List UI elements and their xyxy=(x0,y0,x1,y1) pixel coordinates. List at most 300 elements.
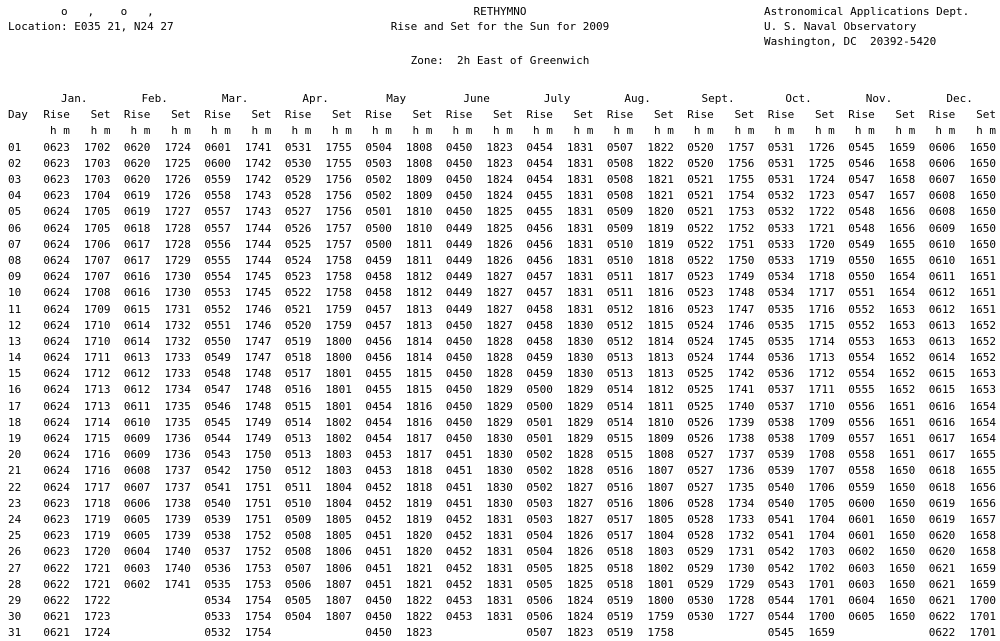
sunrise-time: 0521 xyxy=(687,205,714,219)
sunrise-time: 0521 xyxy=(284,302,312,316)
sunset-time: 1725 xyxy=(808,156,835,170)
sunrise-time: 0458 xyxy=(526,302,553,316)
sunrise-time: 0519 xyxy=(606,626,634,640)
sunrise-time: 0622 xyxy=(928,610,956,624)
table-row xyxy=(6,528,1000,544)
sunrise-time xyxy=(275,625,315,641)
sunrise-time: 0527 xyxy=(687,464,714,478)
sunrise-time: 0554 xyxy=(848,367,875,381)
sunset-time: 1736 xyxy=(727,464,755,478)
sunset-time: 1716 xyxy=(83,464,111,478)
sunset-time: 1711 xyxy=(83,351,111,365)
sunset-time: 1704 xyxy=(808,529,835,543)
sunrise-time: 0619 xyxy=(928,496,956,510)
sunset-time: 1650 xyxy=(888,512,916,526)
sunrise-time: 0615 xyxy=(928,367,956,381)
day-number: 21 xyxy=(8,464,22,478)
set-unit-label: h m xyxy=(895,124,916,138)
sunset-time: 1814 xyxy=(405,351,433,365)
sunrise-time: 0624 xyxy=(43,383,70,397)
sunset-time: 1720 xyxy=(808,237,835,251)
sunrise-time: 0621 xyxy=(928,593,956,607)
day-number: 11 xyxy=(8,302,22,316)
sunrise-time: 0550 xyxy=(204,334,231,348)
sunset-time xyxy=(154,609,195,625)
sunrise-time: 0455 xyxy=(365,383,392,397)
sunrise-time: 0558 xyxy=(204,189,231,203)
sunrise-time: 0513 xyxy=(284,448,312,462)
sunrise-time: 0611 xyxy=(123,399,151,413)
sunrise-time: 0617 xyxy=(928,432,956,446)
sunset-time: 1823 xyxy=(405,626,433,640)
unit-spacer xyxy=(6,123,34,139)
sunset-time: 1715 xyxy=(808,318,835,332)
sunrise-time: 0454 xyxy=(365,415,392,429)
sunset-time: 1826 xyxy=(566,529,594,543)
sunrise-time: 0601 xyxy=(848,512,875,526)
sunrise-time: 0518 xyxy=(606,545,634,559)
sunset-time xyxy=(154,625,195,641)
sunset-time: 1734 xyxy=(164,383,191,397)
sunrise-time: 0617 xyxy=(928,448,956,462)
sunrise-time: 0616 xyxy=(928,399,956,413)
table-row xyxy=(6,334,1000,350)
sunset-time: 1742 xyxy=(244,173,272,187)
sunset-time: 1830 xyxy=(486,464,513,478)
sunrise-time: 0558 xyxy=(848,448,875,462)
set-column-header: Set xyxy=(251,108,272,122)
sunrise-time: 0616 xyxy=(928,415,956,429)
sunrise-time: 0620 xyxy=(928,545,956,559)
sunset-time: 1816 xyxy=(647,286,674,300)
sunset-time: 1728 xyxy=(727,593,755,607)
sunrise-time: 0613 xyxy=(928,318,956,332)
sunset-time: 1651 xyxy=(888,415,916,429)
sunset-time: 1654 xyxy=(888,286,916,300)
sunrise-time: 0603 xyxy=(123,561,151,575)
sunset-time: 1831 xyxy=(486,593,513,607)
sunrise-time: 0458 xyxy=(365,270,392,284)
sunset-time: 1828 xyxy=(566,464,594,478)
sunrise-time: 0614 xyxy=(928,351,956,365)
table-row xyxy=(6,560,1000,576)
sunset-time: 1753 xyxy=(244,577,272,591)
sunset-time: 1730 xyxy=(164,270,191,284)
sunrise-time: 0524 xyxy=(687,318,714,332)
sunrise-time: 0458 xyxy=(526,334,553,348)
sunrise-time: 0535 xyxy=(767,302,795,316)
sunset-time: 1719 xyxy=(808,253,835,267)
sunset-time: 1828 xyxy=(486,367,513,381)
sunset-time: 1751 xyxy=(727,237,755,251)
sunrise-time: 0523 xyxy=(687,270,714,284)
sunrise-time: 0624 xyxy=(43,448,70,462)
sunset-time: 1709 xyxy=(808,415,835,429)
sunrise-time: 0519 xyxy=(284,334,312,348)
month-header: June xyxy=(463,92,490,106)
sunset-time: 1724 xyxy=(83,626,111,640)
sunset-time: 1748 xyxy=(727,286,755,300)
sunset-time: 1740 xyxy=(164,545,191,559)
sunset-time: 1717 xyxy=(83,480,111,494)
sunrise-time: 0503 xyxy=(526,496,553,510)
sunset-time: 1655 xyxy=(888,237,916,251)
sunset-time: 1650 xyxy=(969,221,996,235)
sunrise-time: 0457 xyxy=(365,302,392,316)
rise-column-header: Rise xyxy=(687,108,714,122)
sunset-time: 1741 xyxy=(727,383,755,397)
sunset-time: 1656 xyxy=(969,496,996,510)
sunrise-time: 0451 xyxy=(365,561,392,575)
sunset-time: 1658 xyxy=(888,173,916,187)
sunrise-time: 0613 xyxy=(123,351,151,365)
sunset-time: 1737 xyxy=(164,480,191,494)
sunset-time: 1724 xyxy=(164,140,191,154)
sunrise-time: 0619 xyxy=(928,512,956,526)
sunrise-time: 0457 xyxy=(526,270,553,284)
location-line: Location: E035 21, N24 27 xyxy=(8,20,174,33)
sunrise-time: 0519 xyxy=(606,593,634,607)
rise-set-label-row xyxy=(6,107,1000,123)
sunrise-time xyxy=(114,625,154,641)
sunrise-time: 0621 xyxy=(928,561,956,575)
sunrise-time: 0450 xyxy=(365,593,392,607)
sunset-time: 1718 xyxy=(83,496,111,510)
sunrise-time: 0621 xyxy=(43,610,70,624)
sunset-time: 1723 xyxy=(808,189,835,203)
sunset-time: 1702 xyxy=(808,561,835,575)
sunset-time: 1823 xyxy=(486,140,513,154)
sunrise-time: 0616 xyxy=(123,270,151,284)
sunrise-time: 0531 xyxy=(767,140,795,154)
sunset-time: 1824 xyxy=(486,189,513,203)
sunrise-time: 0529 xyxy=(687,577,714,591)
sunset-time: 1829 xyxy=(566,399,594,413)
sunset-time: 1713 xyxy=(808,351,835,365)
rise-unit-label: h m xyxy=(452,124,473,138)
sunrise-time: 0528 xyxy=(687,512,714,526)
sunset-time: 1714 xyxy=(808,334,835,348)
sunset-time: 1744 xyxy=(727,351,755,365)
sunset-time: 1830 xyxy=(566,318,594,332)
table-row xyxy=(6,156,1000,172)
sunset-time: 1704 xyxy=(808,512,835,526)
sunrise-time: 0530 xyxy=(687,610,714,624)
set-column-header: Set xyxy=(332,108,352,122)
sunrise-time: 0527 xyxy=(687,448,714,462)
sunset-time: 1650 xyxy=(888,545,916,559)
sunrise-time: 0514 xyxy=(606,399,634,413)
sunrise-time: 0526 xyxy=(687,432,714,446)
sunrise-time: 0452 xyxy=(445,529,473,543)
sunset-time: 1805 xyxy=(325,529,352,543)
sunrise-time: 0544 xyxy=(767,593,795,607)
sunset-time: 1651 xyxy=(969,253,996,267)
sunset-time: 1732 xyxy=(727,529,755,543)
sunrise-time xyxy=(114,593,154,609)
sunset-time: 1703 xyxy=(83,173,111,187)
sunset-time: 1658 xyxy=(969,529,996,543)
sunrise-time: 0624 xyxy=(43,334,70,348)
sunset-time: 1749 xyxy=(244,415,272,429)
sunset-time: 1831 xyxy=(486,561,513,575)
sunset-time: 1831 xyxy=(566,270,594,284)
sunrise-time: 0608 xyxy=(123,464,151,478)
day-number: 22 xyxy=(8,480,22,494)
sunrise-time: 0539 xyxy=(767,464,795,478)
sunset-time: 1740 xyxy=(164,561,191,575)
sunrise-time: 0559 xyxy=(204,173,231,187)
sunrise-time: 0600 xyxy=(204,156,231,170)
sunset-time: 1719 xyxy=(83,512,111,526)
sunrise-time: 0558 xyxy=(848,464,875,478)
sunset-time: 1831 xyxy=(566,237,594,251)
sunset-time: 1816 xyxy=(405,415,433,429)
sunrise-time: 0533 xyxy=(767,237,795,251)
sunset-time xyxy=(476,625,517,641)
sunrise-time: 0548 xyxy=(204,367,231,381)
table-row xyxy=(6,577,1000,593)
sunset-time: 1744 xyxy=(244,237,272,251)
sunrise-time: 0458 xyxy=(365,286,392,300)
sunset-time: 1717 xyxy=(808,286,835,300)
sunrise-time: 0623 xyxy=(43,545,70,559)
sunset-time: 1731 xyxy=(164,302,191,316)
sunrise-time: 0500 xyxy=(365,237,392,251)
sunset-time: 1820 xyxy=(647,205,674,219)
sunrise-time: 0530 xyxy=(284,156,312,170)
sunset-time: 1820 xyxy=(405,529,433,543)
sunrise-time: 0504 xyxy=(526,545,553,559)
rise-unit-label: h m xyxy=(211,124,231,138)
sunset-time: 1801 xyxy=(325,367,352,381)
sunrise-time: 0533 xyxy=(767,253,795,267)
sunrise-time: 0500 xyxy=(526,399,553,413)
sunrise-time: 0524 xyxy=(687,334,714,348)
set-column-header: Set xyxy=(734,108,755,122)
sunset-time: 1703 xyxy=(808,545,835,559)
sunrise-time: 0556 xyxy=(848,415,875,429)
sunset-time: 1701 xyxy=(969,610,996,624)
table-row xyxy=(6,463,1000,479)
sunrise-time: 0526 xyxy=(284,221,312,235)
sunset-time: 1729 xyxy=(727,577,755,591)
rise-unit-label: h m xyxy=(935,124,956,138)
sunset-time: 1711 xyxy=(808,383,835,397)
sunset-time: 1652 xyxy=(969,334,996,348)
sunset-time: 1652 xyxy=(888,367,916,381)
sunrise-time: 0523 xyxy=(284,270,312,284)
rise-column-header: Rise xyxy=(526,108,553,122)
sunrise-time: 0617 xyxy=(123,237,151,251)
sunrise-time: 0557 xyxy=(204,205,231,219)
sunset-time: 1829 xyxy=(566,432,594,446)
sunrise-time: 0450 xyxy=(445,334,473,348)
sunset-time: 1739 xyxy=(164,512,191,526)
table-row xyxy=(6,382,1000,398)
sunset-time: 1807 xyxy=(647,480,674,494)
sunset-time: 1818 xyxy=(405,480,433,494)
sunset-time: 1705 xyxy=(808,496,835,510)
sunrise-time: 0514 xyxy=(606,383,634,397)
sunset-time: 1752 xyxy=(244,545,272,559)
sunrise-time: 0556 xyxy=(204,237,231,251)
sunset-time: 1650 xyxy=(969,156,996,170)
sunset-time: 1756 xyxy=(325,205,352,219)
set-unit-label: h m xyxy=(90,124,111,138)
sunset-time: 1737 xyxy=(164,464,191,478)
sunset-time: 1650 xyxy=(888,529,916,543)
sunrise-time: 0622 xyxy=(43,561,70,575)
sunrise-time: 0502 xyxy=(526,464,553,478)
sunrise-time: 0516 xyxy=(284,383,312,397)
sunrise-time: 0541 xyxy=(204,480,231,494)
sunset-time: 1755 xyxy=(727,173,755,187)
sunrise-time: 0501 xyxy=(365,205,392,219)
sunset-time: 1824 xyxy=(566,610,594,624)
sunrise-time: 0624 xyxy=(43,253,70,267)
sunrise-time: 0449 xyxy=(445,286,473,300)
sunrise-time: 0620 xyxy=(928,529,956,543)
sunset-time: 1823 xyxy=(566,626,594,640)
sunrise-time: 0552 xyxy=(848,302,875,316)
sunrise-time: 0541 xyxy=(767,529,795,543)
sunset-time: 1701 xyxy=(969,626,996,640)
sunrise-time: 0602 xyxy=(123,577,151,591)
sunrise-time: 0512 xyxy=(284,464,312,478)
day-number: 08 xyxy=(8,253,22,267)
sunrise-time: 0522 xyxy=(284,286,312,300)
sunrise-time: 0506 xyxy=(284,577,312,591)
sunset-time: 1710 xyxy=(83,334,111,348)
sunrise-time: 0542 xyxy=(767,545,795,559)
sunset-time: 1735 xyxy=(164,399,191,413)
sunrise-time: 0450 xyxy=(445,415,473,429)
sunset-time: 1736 xyxy=(164,448,191,462)
sunset-time: 1827 xyxy=(486,270,513,284)
sunset-time: 1747 xyxy=(244,334,272,348)
sunset-time: 1752 xyxy=(244,529,272,543)
sunrise-time: 0503 xyxy=(526,512,553,526)
sunset-time: 1831 xyxy=(486,577,513,591)
sunrise-time: 0529 xyxy=(687,545,714,559)
sunset-time: 1707 xyxy=(83,270,111,284)
sunset-time: 1831 xyxy=(566,156,594,170)
sunrise-time: 0623 xyxy=(43,173,70,187)
sunset-time: 1827 xyxy=(566,512,594,526)
sunset-time: 1744 xyxy=(244,253,272,267)
sunrise-time: 0539 xyxy=(204,512,231,526)
sunrise-time: 0609 xyxy=(123,448,151,462)
sunset-time: 1650 xyxy=(969,237,996,251)
sunset-time: 1831 xyxy=(566,221,594,235)
sunrise-time: 0455 xyxy=(365,367,392,381)
set-unit-label: h m xyxy=(171,124,191,138)
sunset-time: 1713 xyxy=(83,383,111,397)
table-row xyxy=(6,447,1000,463)
sunrise-time: 0556 xyxy=(848,399,875,413)
rise-column-header: Rise xyxy=(606,108,634,122)
sunrise-time: 0552 xyxy=(848,318,875,332)
sunrise-time: 0508 xyxy=(606,189,634,203)
sunset-time: 1823 xyxy=(486,156,513,170)
sunset-time: 1652 xyxy=(969,318,996,332)
sunset-time: 1727 xyxy=(164,205,191,219)
sunset-time: 1801 xyxy=(325,383,352,397)
sunset-time: 1804 xyxy=(325,480,352,494)
sunrise-time: 0624 xyxy=(43,221,70,235)
sunset-time: 1811 xyxy=(405,253,433,267)
sunset-time: 1728 xyxy=(164,237,191,251)
sunrise-time: 0538 xyxy=(767,432,795,446)
sunset-time: 1753 xyxy=(727,205,755,219)
sunset-time: 1707 xyxy=(808,464,835,478)
sunrise-time: 0551 xyxy=(848,286,875,300)
set-unit-label: h m xyxy=(412,124,433,138)
sunrise-time: 0458 xyxy=(526,318,553,332)
sunset-time: 1737 xyxy=(727,448,755,462)
sunrise-time: 0624 xyxy=(43,464,70,478)
sunset-time: 1754 xyxy=(244,626,272,640)
sunrise-time: 0546 xyxy=(848,156,875,170)
sunrise-time: 0605 xyxy=(123,512,151,526)
sunrise-time: 0449 xyxy=(445,302,473,316)
sunrise-time: 0511 xyxy=(606,270,634,284)
sunset-time: 1716 xyxy=(808,302,835,316)
sunrise-time: 0517 xyxy=(606,529,634,543)
sunset-time: 1707 xyxy=(83,253,111,267)
sunrise-time: 0507 xyxy=(526,626,553,640)
sunset-time: 1743 xyxy=(244,205,272,219)
sunset-time: 1752 xyxy=(727,221,755,235)
rise-unit-label: h m xyxy=(130,124,151,138)
sunset-time: 1706 xyxy=(83,237,111,251)
sunset-time: 1729 xyxy=(164,253,191,267)
sunset-time xyxy=(154,593,195,609)
sunrise-time: 0514 xyxy=(606,415,634,429)
sunrise-time: 0530 xyxy=(687,593,714,607)
sunrise-time: 0603 xyxy=(848,577,875,591)
sunset-time: 1726 xyxy=(808,140,835,154)
sunrise-time: 0621 xyxy=(928,577,956,591)
sunrise-time: 0454 xyxy=(526,173,553,187)
month-header: Feb. xyxy=(141,92,168,106)
sunset-time: 1730 xyxy=(727,561,755,575)
sunrise-time: 0550 xyxy=(848,270,875,284)
sunrise-time: 0452 xyxy=(365,480,392,494)
day-number: 06 xyxy=(8,221,22,235)
sunrise-time: 0505 xyxy=(284,593,312,607)
sunrise-time: 0452 xyxy=(445,545,473,559)
sunrise-time: 0612 xyxy=(123,367,151,381)
sunset-time: 1751 xyxy=(244,480,272,494)
sunset-time: 1700 xyxy=(969,593,996,607)
sunrise-time: 0531 xyxy=(767,173,795,187)
sunset-time: 1732 xyxy=(164,334,191,348)
sunset-time: 1735 xyxy=(164,415,191,429)
sunrise-time: 0557 xyxy=(204,221,231,235)
set-unit-label: h m xyxy=(653,124,674,138)
month-header: Dec. xyxy=(946,92,973,106)
sunset-time: 1658 xyxy=(888,156,916,170)
set-unit-label: h m xyxy=(814,124,835,138)
sunset-time: 1817 xyxy=(405,432,433,446)
sunset-time: 1738 xyxy=(164,496,191,510)
sunset-time: 1727 xyxy=(727,610,755,624)
sunrise-time: 0606 xyxy=(123,496,151,510)
rise-column-header: Rise xyxy=(928,108,956,122)
sunrise-time: 0508 xyxy=(284,529,312,543)
